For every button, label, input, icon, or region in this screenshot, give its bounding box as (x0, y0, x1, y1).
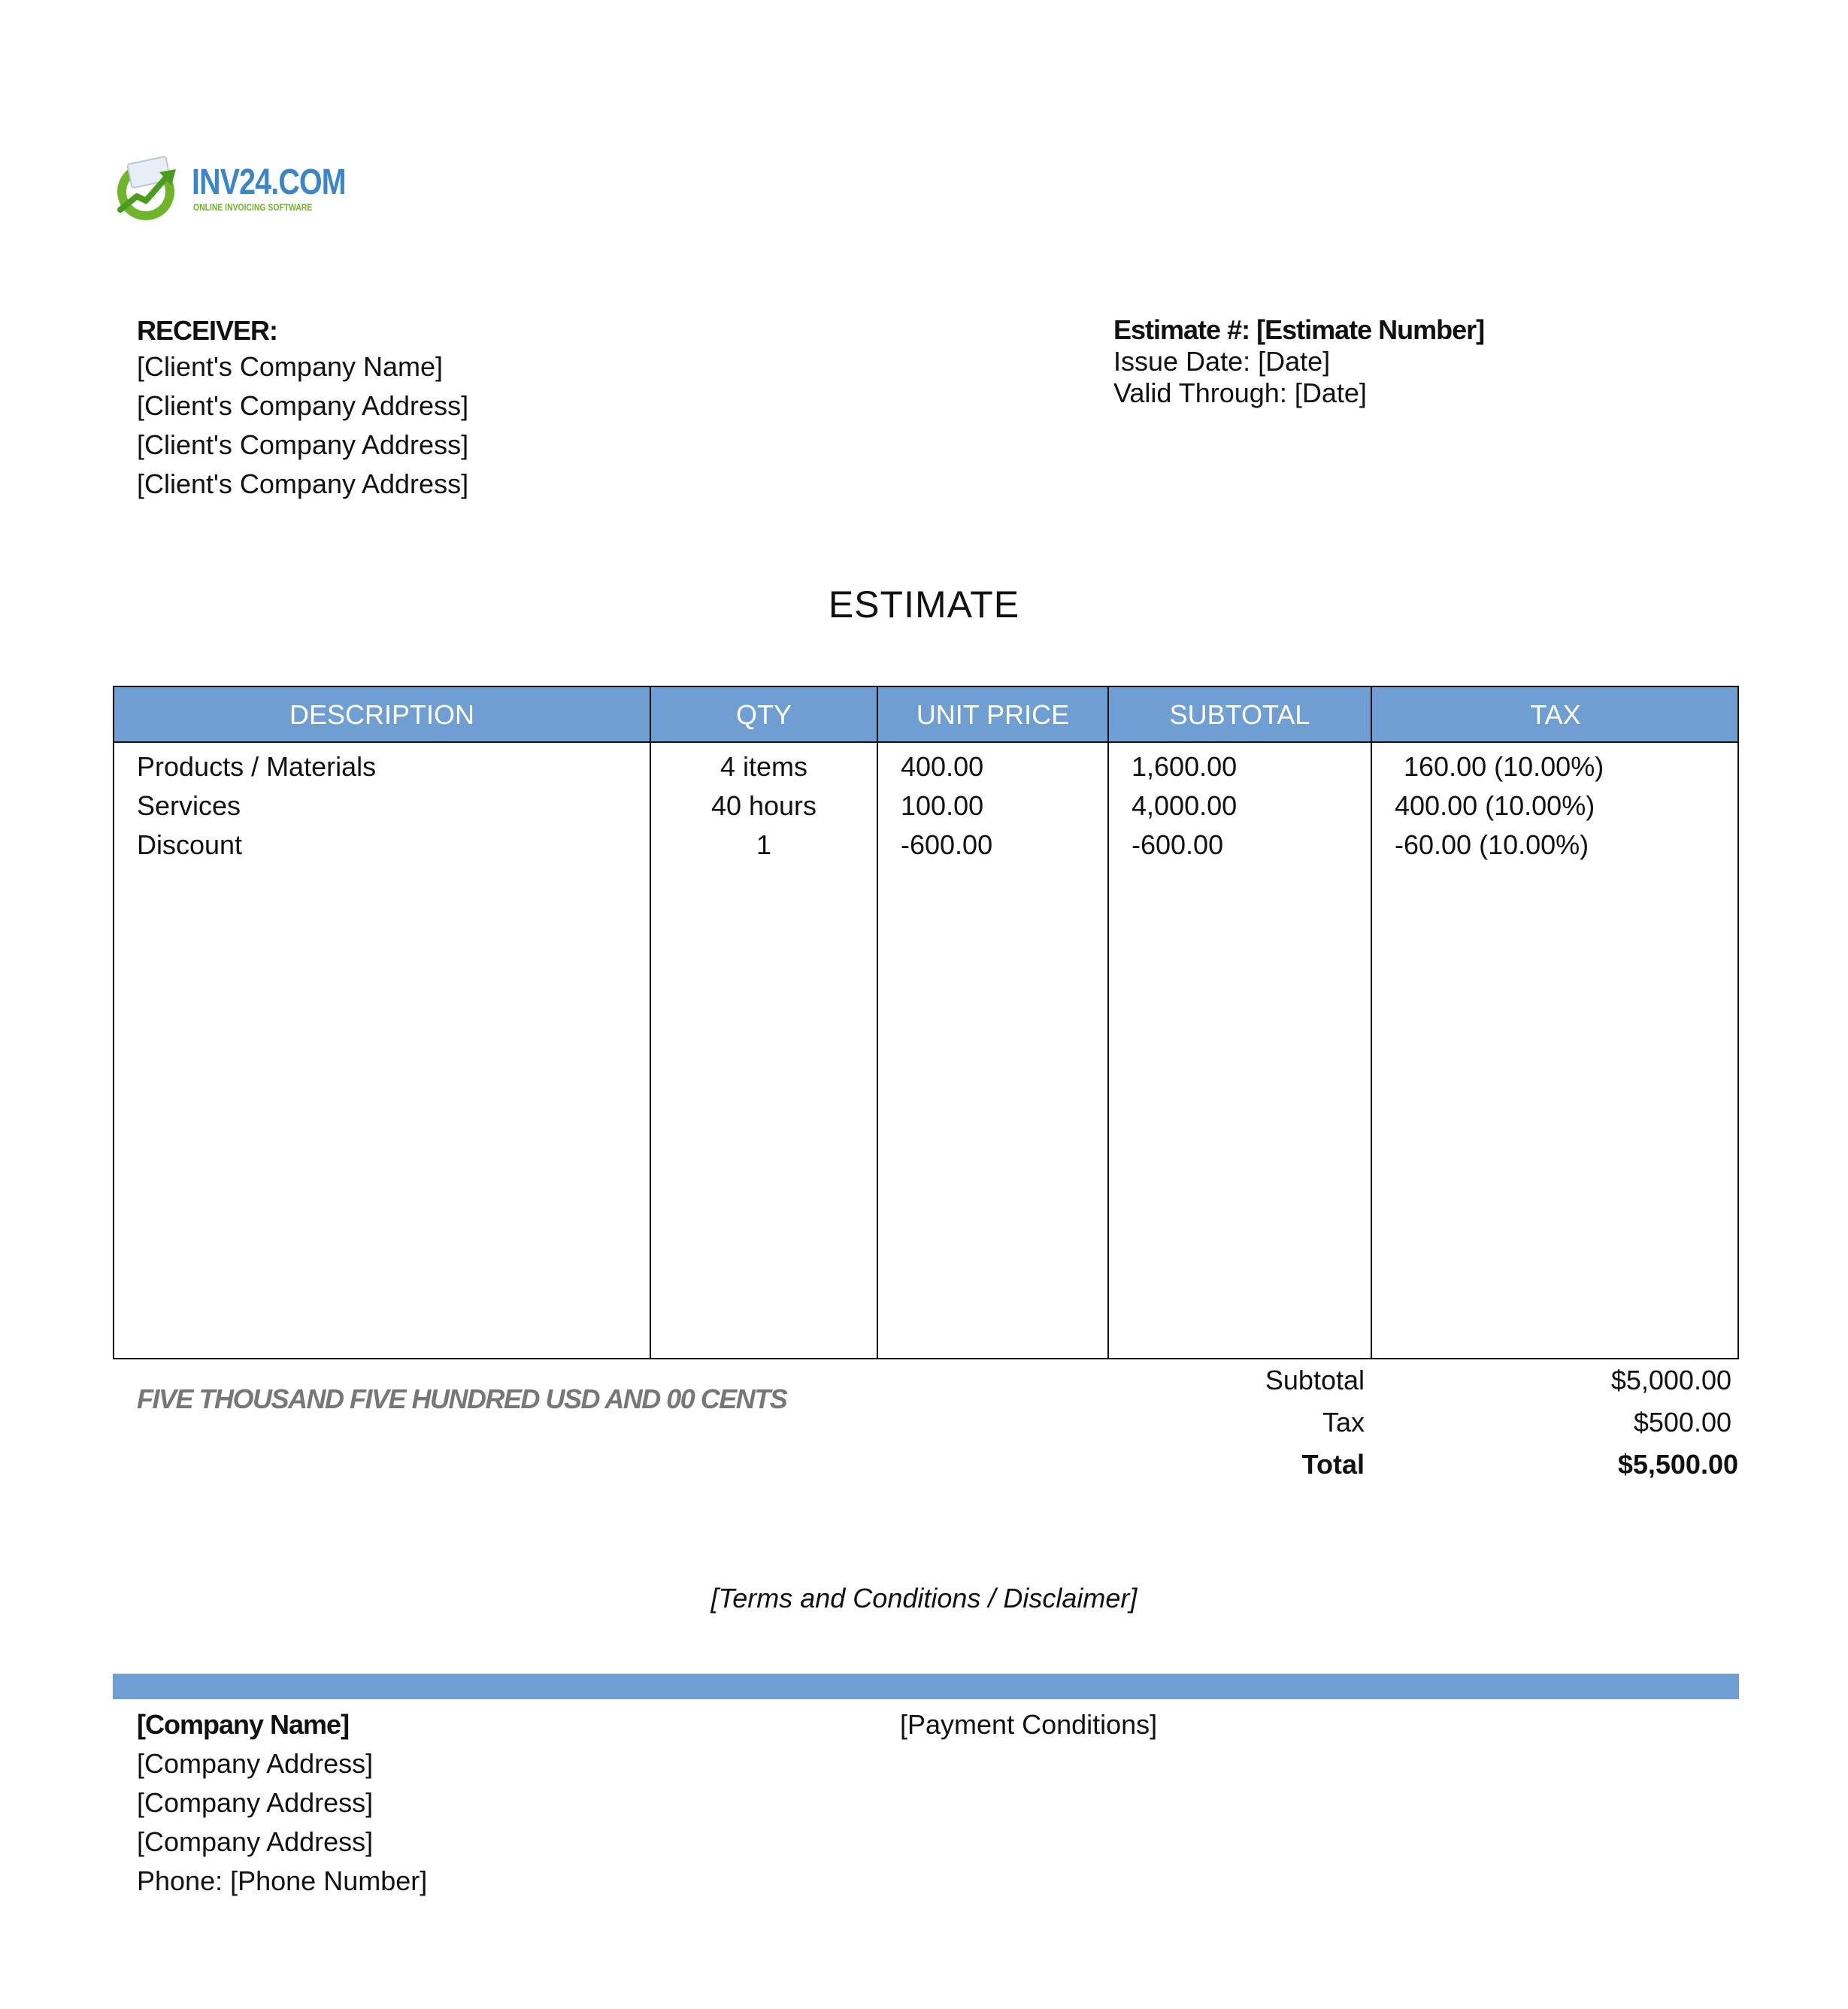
cell-description: Discount (137, 829, 243, 860)
logo-tagline: ONLINE INVOICING SOFTWARE (193, 202, 313, 213)
receiver-line: [Client's Company Address] (137, 468, 469, 499)
terms-and-conditions: [Terms and Conditions / Disclaimer] (710, 1583, 1138, 1614)
company-address-line: [Company Address] (137, 1826, 374, 1857)
line-items-table (113, 686, 1739, 1359)
total-label: Total (1301, 1449, 1365, 1480)
logo-emblem-icon (113, 154, 188, 229)
header-subtotal: SUBTOTAL (1169, 699, 1310, 730)
subtotal-label: Subtotal (1265, 1365, 1365, 1395)
footer-divider-bar (113, 1674, 1739, 1699)
estimate-number: Estimate #: [Estimate Number] (1113, 314, 1485, 345)
issue-date: Issue Date: [Date] (1113, 346, 1331, 377)
cell-subtotal: 4,000.00 (1132, 790, 1238, 821)
cell-description: Services (137, 790, 241, 821)
cell-unit-price: -600.00 (901, 829, 993, 860)
total-value: $5,500.00 (1617, 1449, 1738, 1480)
cell-subtotal: -600.00 (1132, 829, 1224, 860)
document-title: ESTIMATE (828, 583, 1020, 626)
cell-tax: 400.00 (10.00%) (1395, 790, 1595, 821)
company-address-line: [Company Address] (137, 1787, 374, 1818)
company-logo (113, 154, 346, 229)
cell-qty: 4 items (720, 751, 808, 782)
column-divider (1371, 687, 1372, 1358)
cell-description: Products / Materials (137, 751, 377, 782)
column-divider (1107, 687, 1109, 1358)
logo-wordmark: INV24.COM (192, 162, 346, 202)
cell-unit-price: 400.00 (901, 751, 984, 782)
column-divider (877, 687, 878, 1358)
cell-qty: 1 (756, 829, 772, 860)
header-tax: TAX (1530, 699, 1581, 730)
company-info (137, 1705, 427, 1901)
cell-qty: 40 hours (710, 790, 817, 821)
cell-unit-price: 100.00 (901, 790, 984, 821)
valid-through: Valid Through: [Date] (1113, 377, 1367, 408)
cell-subtotal: 1,600.00 (1132, 751, 1238, 782)
header-qty: QTY (735, 699, 792, 730)
payment-conditions: [Payment Conditions] (900, 1709, 1158, 1740)
receiver-line: [Client's Company Address] (137, 390, 469, 421)
subtotal-value: $5,000.00 (1610, 1365, 1731, 1395)
amount-in-words: FIVE THOUSAND FIVE HUNDRED USD AND 00 CENTS (137, 1383, 787, 1414)
estimate-meta (1113, 314, 1484, 409)
header-description: DESCRIPTION (289, 699, 475, 730)
cell-tax: 160.00 (10.00%) (1404, 751, 1604, 782)
receiver-label: RECEIVER: (137, 315, 278, 346)
receiver-line: [Client's Company Name] (137, 351, 444, 382)
company-phone: Phone: [Phone Number] (137, 1865, 428, 1896)
receiver-line: [Client's Company Address] (137, 429, 469, 460)
receiver-block (137, 314, 468, 504)
tax-value: $500.00 (1633, 1407, 1731, 1438)
cell-tax: -60.00 (10.00%) (1395, 829, 1589, 860)
header-unit-price: UNIT PRICE (916, 699, 1070, 730)
company-address-line: [Company Address] (137, 1748, 374, 1779)
company-name: [Company Name] (137, 1709, 350, 1740)
tax-label: Tax (1322, 1407, 1365, 1438)
